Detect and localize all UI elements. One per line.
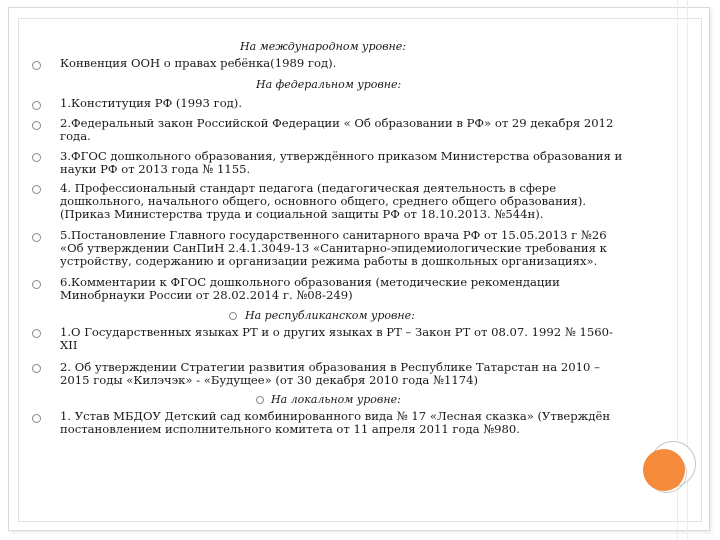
item-text: 1. Устав МБДОУ Детский сад комбинированного вида № 17 «Лесная сказка» (Утверждён [60, 409, 611, 423]
bullet-icon [32, 185, 41, 194]
list-item [60, 326, 620, 352]
bullet-icon [32, 101, 41, 110]
item-text: устройству, содержанию и организации режима работы в дошкольных организациях». [60, 254, 598, 268]
bullet-icon [32, 414, 41, 423]
item-text: 6.Комментарии к ФГОС дошкольного образования (методические рекомендации [60, 275, 560, 289]
item-text: «Об утверждении СанПиН 2.4.1.3049-13 «Санитарно-эпидемиологические требования к [60, 241, 607, 255]
item-text: года. [60, 129, 91, 143]
list-item [60, 57, 620, 70]
bullet-icon [229, 312, 237, 320]
item-text: 1.О Государственных языках РТ и о других языках в РТ – Закон РТ от 08.07. 1992 № 1560- [60, 325, 613, 339]
bullet-icon [32, 61, 41, 70]
list-item [60, 182, 620, 221]
list-item [60, 149, 623, 176]
bullet-icon [32, 233, 41, 242]
item-text: Конвенция ООН о правах ребёнка(1989 год). [60, 56, 337, 70]
bullet-icon [32, 121, 41, 130]
bullet-icon [32, 329, 41, 338]
heading-federal: На федеральном уровне: [256, 78, 402, 91]
list-item [60, 97, 620, 110]
item-text: 2. Об утверждении Стратегии развития образования в Республике Татарстан на 2010 – [60, 360, 600, 374]
item-text: XII [60, 338, 78, 352]
list-item [60, 410, 620, 436]
item-text: дошкольного, начального общего, основного общего, среднего общего образования). [60, 194, 587, 208]
bullet-icon [256, 396, 264, 404]
item-text: 2015 годы «Килэчэк» - «Будущее» (от 30 декабря 2010 года №1174) [60, 373, 478, 387]
item-text: 4. Профессиональный стандарт педагога (педагогическая деятельность в сфере [60, 181, 557, 195]
item-text: науки РФ от 2013 года № 1155. [60, 162, 251, 176]
bullet-icon [32, 364, 41, 373]
item-text: 5.Постановление Главного государственного санитарного врача РФ от 15.05.2013 г №26 [60, 228, 607, 242]
list-item [60, 361, 620, 387]
item-text: 1.Конституция РФ (1993 год). [60, 96, 243, 110]
heading-republican: На республиканском уровне: [245, 309, 415, 322]
list-item [60, 229, 620, 268]
bullet-icon [32, 280, 41, 289]
heading-local: На локальном уровне: [271, 393, 401, 406]
heading-international: На международном уровне: [240, 40, 406, 53]
item-text: постановлением исполнительного комитета от 11 апреля 2011 года №980. [60, 422, 520, 436]
item-text: 3.ФГОС дошкольного образования, утверждённого приказом Министерства образования и [60, 149, 623, 163]
list-item [60, 276, 620, 302]
list-item [60, 117, 620, 143]
item-text: 2.Федеральный закон Российской Федерации « Об образовании в РФ» от 29 декабря 2012 [60, 116, 614, 130]
item-text: (Приказ Министерства труда и социальной защиты РФ от 18.10.2013. №544н). [60, 207, 544, 221]
item-text: Минобрнауки России от 28.02.2014 г. №08-249) [60, 288, 353, 302]
bullet-icon [32, 153, 41, 162]
